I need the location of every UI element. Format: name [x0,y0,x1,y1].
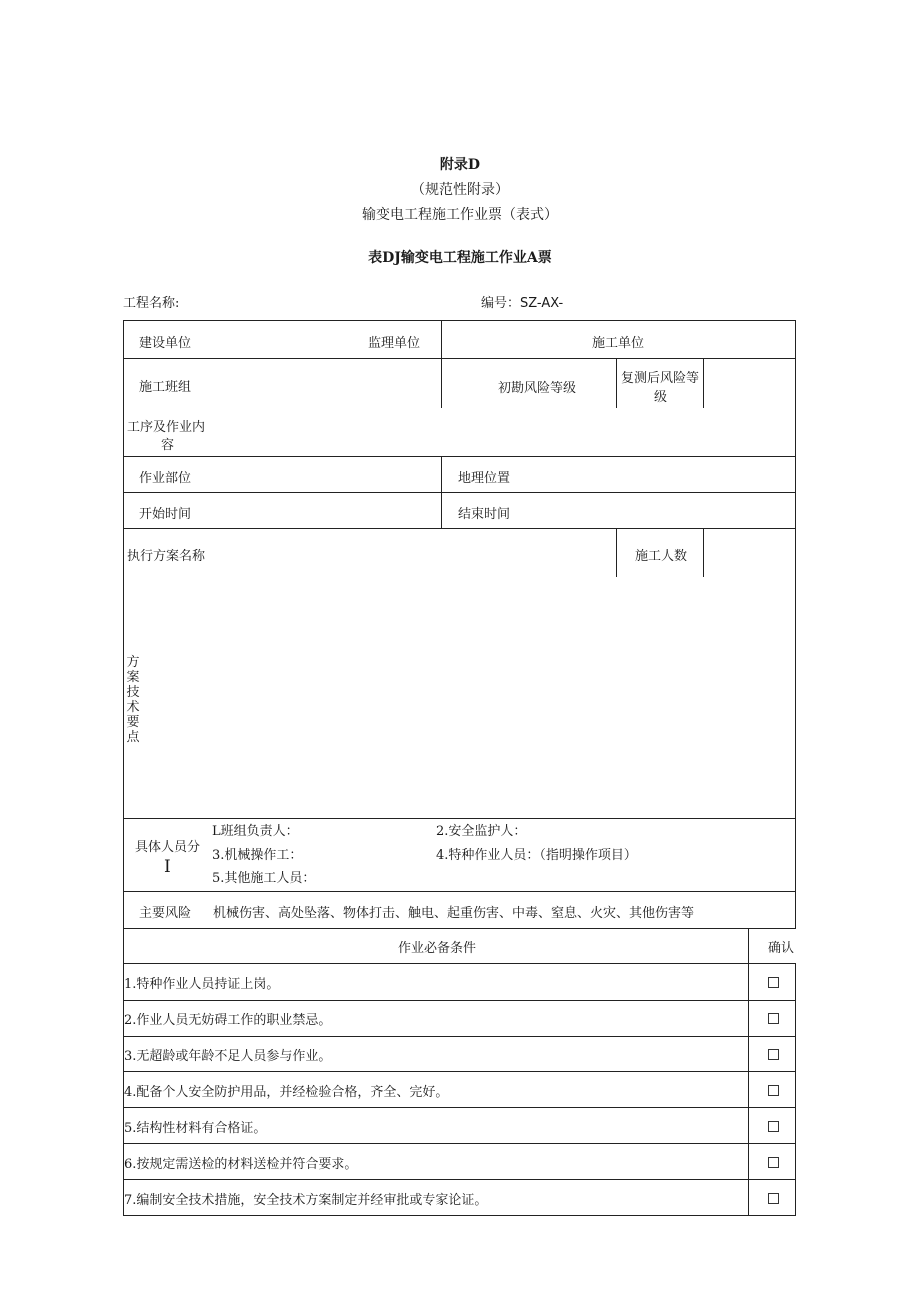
condition-item: 2.作业人员无妨碍工作的职业禁忌。 [124,1013,332,1028]
construction-unit-label: 建设单位 [139,336,192,351]
geo-location-label: 地理位置 [458,471,511,486]
condition-item: 6.按规定需送检的材料送检并符合要求。 [124,1157,358,1172]
retest-risk-label-line2: 级 [654,390,668,405]
confirm-checkbox[interactable] [768,1049,779,1060]
process-label-line2: 容 [161,438,175,453]
personnel-label-mark: I [164,857,171,877]
normative-label: （规范性附录） [411,182,509,198]
main-risks-label: 主要风险 [139,906,192,921]
start-time-label: 开始时间 [139,507,192,522]
retest-risk-label-line1: 复测后风险等 [621,371,700,386]
main-risks-value: 机械伤害、高处坠落、物体打击、触电、起重伤害、中毒、窒息、火灾、其他伤害等 [213,906,695,921]
crew-count-label: 施工人数 [635,549,688,564]
process-label-line1: 工序及作业内 [127,420,206,435]
team-label: 施工班组 [139,380,192,395]
personnel-machine-operator: 3.机械操作工： [212,848,303,863]
personnel-special-workers: 4.特种作业人员：（指明操作项目） [436,848,637,863]
confirm-checkbox[interactable] [768,977,779,988]
condition-item: 5.结构性材料有合格证。 [124,1121,267,1136]
project-name-label: 工程名称: [123,296,180,311]
condition-item: 7.编制安全技术措施，安全技术方案制定并经审批或专家论证。 [124,1193,488,1208]
builder-unit-label: 施工单位 [592,336,645,351]
confirm-checkbox[interactable] [768,1013,779,1024]
table-title: 表DJ输变电工程施工作业A票 [368,250,552,266]
personnel-team-leader: L班组负责人： [212,824,299,839]
personnel-label: 具体人员分 [135,840,201,855]
supervision-unit-label: 监理单位 [368,336,421,351]
personnel-other-workers: 5.其他施工人员： [212,871,316,886]
confirm-checkbox[interactable] [768,1121,779,1132]
personnel-safety-guardian: 2.安全监护人： [436,824,527,839]
appendix-title: 附录D [439,157,481,173]
confirm-header: 确认 [768,941,795,956]
work-location-label: 作业部位 [139,471,192,486]
initial-risk-label: 初勘风险等级 [498,381,577,396]
condition-item: 3.无超龄或年龄不足人员参与作业。 [124,1049,332,1064]
plan-name-label: 执行方案名称 [127,549,206,564]
condition-item: 1.特种作业人员持证上岗。 [124,977,280,992]
confirm-checkbox[interactable] [768,1157,779,1168]
conditions-header: 作业必备条件 [398,941,477,956]
confirm-checkbox[interactable] [768,1193,779,1204]
document-number: 编号：SZ-AX- [481,296,564,311]
confirm-checkbox[interactable] [768,1085,779,1096]
end-time-label: 结束时间 [458,507,511,522]
condition-item: 4.配备个人安全防护用品，并经检验合格，齐全、完好。 [124,1085,449,1100]
work-ticket-form [123,320,796,1216]
tech-points-label: 方 案 技 术 要 点 [126,655,140,745]
document-title: 输变电工程施工作业票（表式） [362,207,558,223]
